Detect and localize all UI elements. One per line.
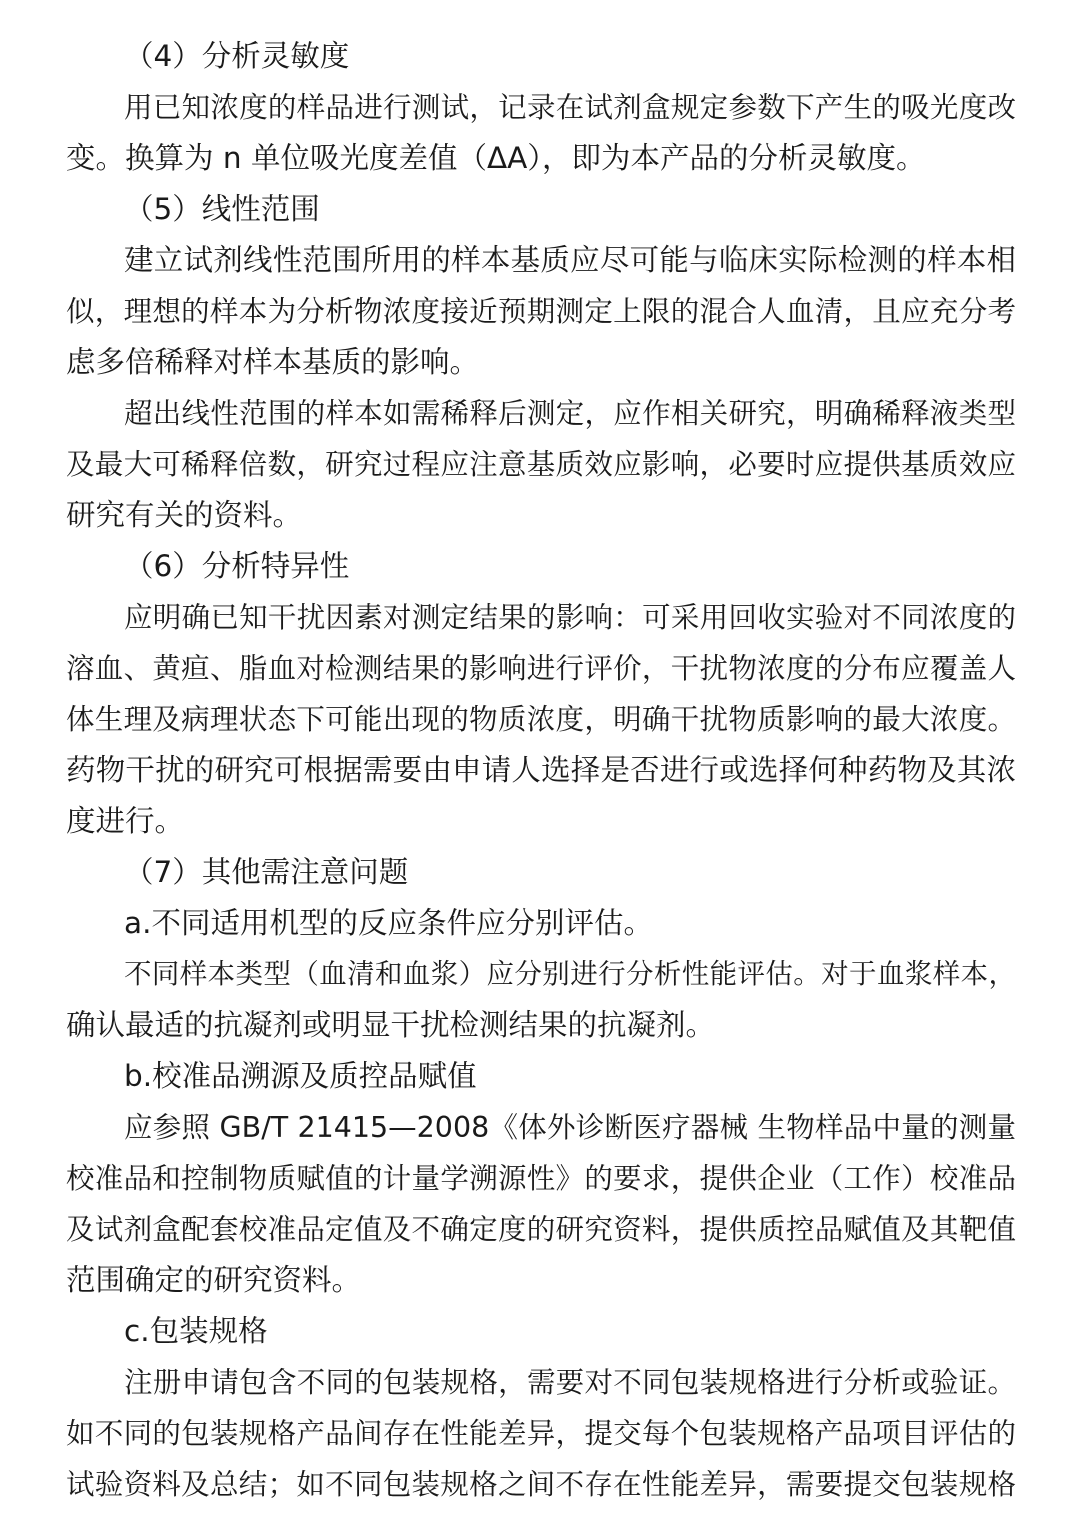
- paragraph-line: 确认最适的抗凝剂或明显干扰检测结果的抗凝剂。: [66, 1008, 716, 1042]
- paragraph-line: 试验资料及总结；如不同包装规格之间不存在性能差异，需要提交包装规格: [66, 1468, 1016, 1501]
- paragraph-line: 不同样本类型（血清和血浆）应分别进行分析性能评估。对于血浆样本，: [124, 958, 1016, 990]
- paragraph-line: 研究有关的资料。: [66, 498, 303, 532]
- paragraph-line: 应明确已知干扰因素对测定结果的影响：可采用回收实验对不同浓度的: [124, 601, 1016, 634]
- paragraph-line: 应参照 GB/T 21415—2008《体外诊断医疗器械 生物样品中量的测量: [124, 1111, 1016, 1144]
- section-heading-linearity: （5）线性范围: [124, 192, 320, 226]
- subheading-b: b.校准品溯源及质控品赋值: [124, 1059, 477, 1093]
- paragraph-line: 药物干扰的研究可根据需要由申请人选择是否进行或选择何种药物及其浓: [66, 753, 1016, 787]
- paragraph-line: 变。换算为 n 单位吸光度差值（ΔA），即为本产品的分析灵敏度。: [66, 141, 926, 175]
- paragraph-line: 建立试剂线性范围所用的样本基质应尽可能与临床实际检测的样本相: [124, 243, 1016, 277]
- section-heading-other-issues: （7）其他需注意问题: [124, 855, 409, 889]
- paragraph-line: 用已知浓度的样品进行测试，记录在试剂盒规定参数下产生的吸光度改: [124, 91, 1016, 124]
- section-heading-sensitivity: （4）分析灵敏度: [124, 39, 350, 73]
- paragraph-line: 及最大可稀释倍数，研究过程应注意基质效应影响，必要时应提供基质效应: [66, 448, 1016, 481]
- document-page: [66, 31, 1016, 1510]
- paragraph-line: 度进行。: [66, 804, 185, 838]
- paragraph-line: 及试剂盒配套校准品定值及不确定度的研究资料，提供质控品赋值及其靶值: [66, 1213, 1016, 1246]
- subheading-c: c.包装规格: [124, 1314, 268, 1348]
- paragraph-line: 溶血、黄疸、脂血对检测结果的影响进行评价，干扰物浓度的分布应覆盖人: [66, 652, 1016, 685]
- paragraph-line: 似，理想的样本为分析物浓度接近预期测定上限的混合人血清，且应充分考: [66, 295, 1016, 328]
- paragraph-line: 校准品和控制物质赋值的计量学溯源性》的要求，提供企业（工作）校准品: [66, 1162, 1016, 1195]
- paragraph-line: 注册申请包含不同的包装规格，需要对不同包装规格进行分析或验证。: [124, 1366, 1016, 1399]
- paragraph-line: 体生理及病理状态下可能出现的物质浓度，明确干扰物质影响的最大浓度。: [66, 703, 1016, 736]
- paragraph-line: 超出线性范围的样本如需稀释后测定，应作相关研究，明确稀释液类型: [124, 397, 1016, 430]
- paragraph-line: 范围确定的研究资料。: [66, 1263, 362, 1297]
- paragraph-line: 如不同的包装规格产品间存在性能差异，提交每个包装规格产品项目评估的: [66, 1417, 1016, 1450]
- section-heading-specificity: （6）分析特异性: [124, 549, 350, 583]
- subheading-a: a.不同适用机型的反应条件应分别评估。: [124, 906, 653, 940]
- paragraph-line: 虑多倍稀释对样本基质的影响。: [66, 345, 480, 379]
